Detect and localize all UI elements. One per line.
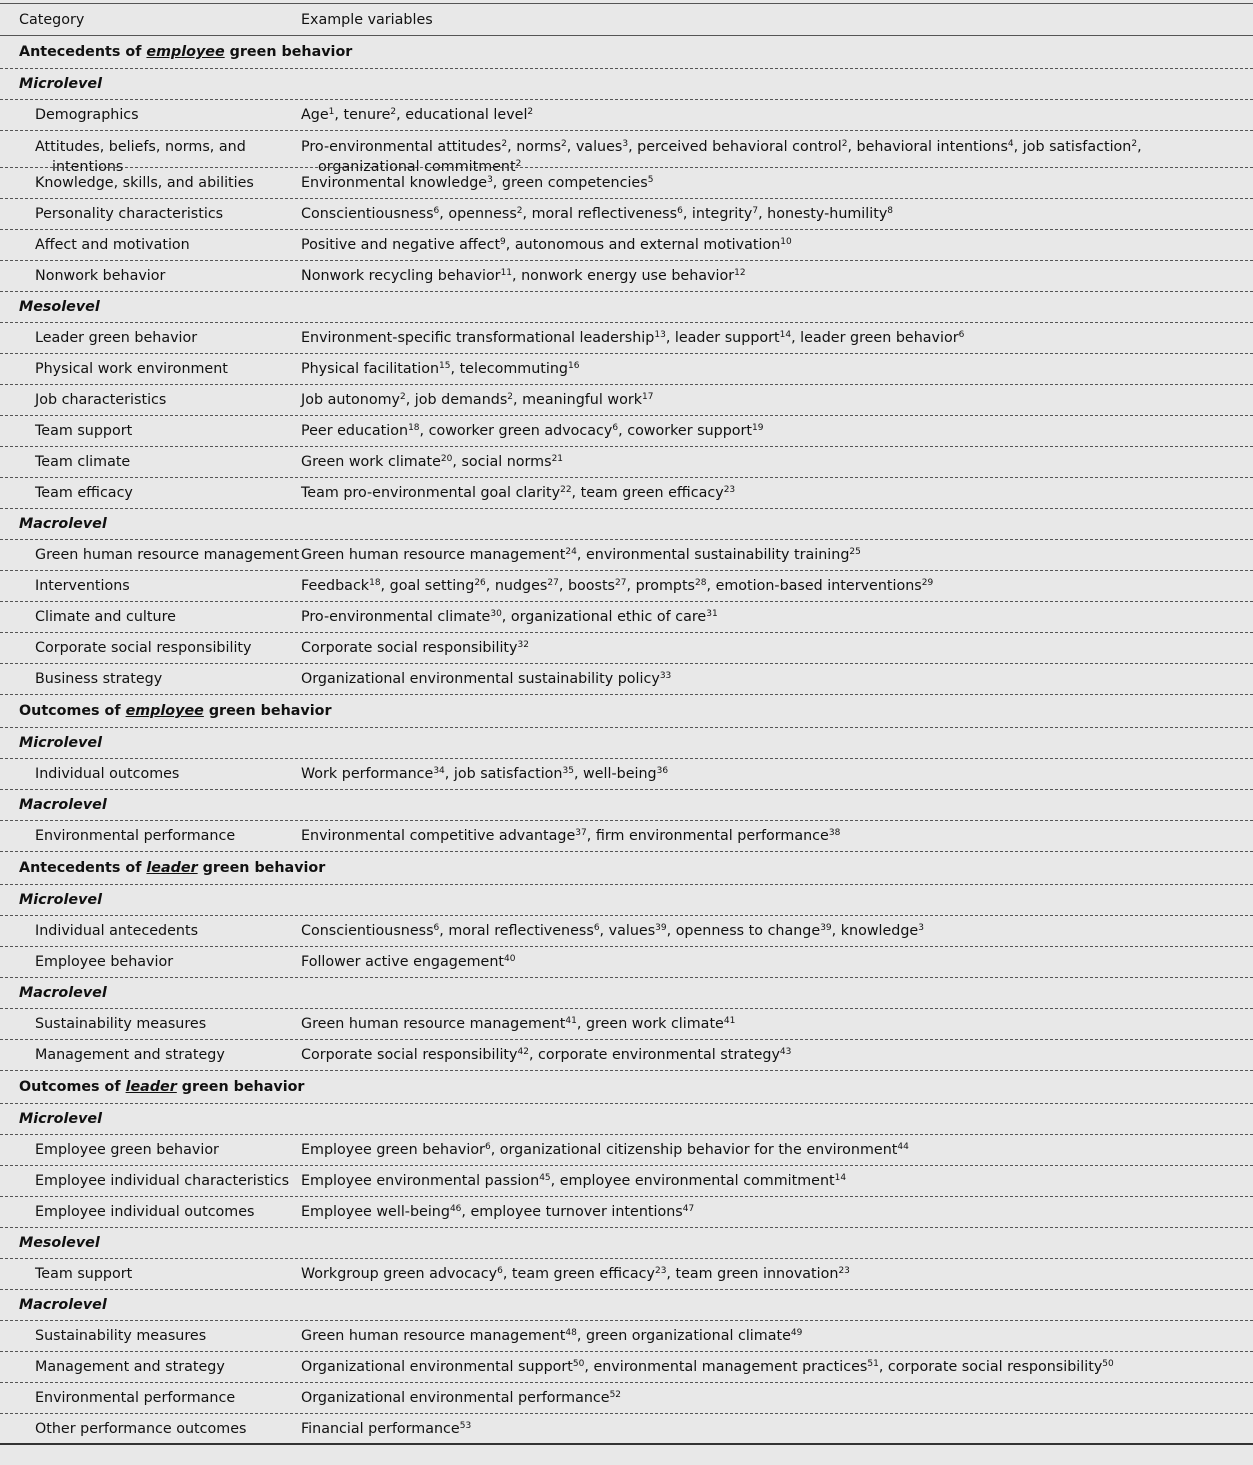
section-label	[19, 703, 332, 719]
reference-number: 2	[390, 107, 397, 117]
category-cell: Team support	[35, 423, 133, 439]
level-label: Mesolevel	[19, 299, 100, 315]
example-variable: environmental sustainability training	[585, 547, 850, 563]
example-variable: meaningful work	[522, 392, 642, 408]
reference-number: 53	[459, 1420, 472, 1431]
reference-number: 28	[695, 578, 707, 588]
reference-number: 40	[504, 954, 516, 964]
reference-number: 18	[408, 423, 420, 433]
example-variable: coworker green advocacy	[428, 423, 613, 439]
category-cell: Environmental performance	[35, 828, 236, 844]
reference-number: 18	[369, 578, 381, 588]
table-row	[0, 230, 1253, 261]
reference-number: 49	[790, 1328, 803, 1338]
example-variable: environmental management practices	[593, 1359, 868, 1375]
section-suffix: green behavior	[224, 44, 353, 60]
level-label: Microlevel	[19, 76, 102, 92]
example-variable: Nonwork recycling behavior	[301, 268, 501, 284]
table-row	[0, 1321, 1253, 1352]
reference-number: 14	[779, 330, 792, 340]
reference-number: 30	[490, 609, 502, 619]
examples-cell: Team pro-environmental goal clarity$^{22}$, team green efficacy$^{23}$	[301, 485, 736, 501]
table-row	[0, 385, 1253, 416]
example-variable: Green work climate	[301, 454, 441, 470]
category-cell: Employee individual characteristics	[35, 1173, 290, 1189]
example-variable: perceived behavioral control	[637, 139, 842, 155]
reference-number: 36	[656, 766, 669, 776]
section-heading	[0, 852, 1253, 885]
example-variable: moral reflectiveness	[448, 923, 594, 939]
category-cell: Management and strategy	[35, 1047, 225, 1063]
reference-number: 2	[841, 139, 848, 149]
examples-cell: Conscientiousness$^6$, openness$^2$, moral reflectiveness$^6$, integrity$^7$, honesty-humility$^8$	[301, 206, 894, 222]
reference-number: 6	[433, 923, 440, 933]
reference-number: 6	[593, 923, 600, 933]
reference-number: 6	[497, 1266, 503, 1276]
reference-number: 31	[706, 609, 718, 619]
reference-number: 23	[654, 1266, 667, 1276]
examples-cell: Feedback$^{18}$, goal setting$^{26}$, nudges$^{27}$, boosts$^{27}$, prompts$^{28}$, emotion-based interventions$^{29}$	[301, 578, 934, 594]
example-variable: employee turnover intentions	[470, 1204, 683, 1220]
examples-cell	[301, 671, 1253, 687]
category-cell: Interventions	[35, 578, 130, 594]
reference-number: 23	[723, 485, 736, 495]
category-cell: Employee behavior	[35, 954, 174, 970]
section-heading	[0, 695, 1253, 728]
reference-number: 2	[515, 159, 522, 169]
example-variable: nonwork energy use behavior	[521, 268, 735, 284]
reference-number: 32	[517, 640, 529, 650]
section-heading	[0, 1071, 1253, 1104]
category-cell: Nonwork behavior	[35, 268, 166, 284]
category-cell: Team support	[35, 1266, 133, 1282]
example-variable: Job autonomy	[301, 392, 400, 408]
table-row	[0, 571, 1253, 602]
example-variable: autonomous and external motivation	[514, 237, 781, 253]
examples-cell: Organizational environmental support$^{50}$, environmental management practices$^{51}$, corporate social responsibility$^{50}$	[301, 1359, 1114, 1375]
table-row	[0, 199, 1253, 230]
table-row	[0, 416, 1253, 447]
reference-number: 2	[399, 392, 406, 402]
examples-cell	[301, 954, 1253, 970]
example-variable: Employee green behavior	[301, 1142, 485, 1158]
example-variable: team green innovation	[675, 1266, 839, 1282]
category-cell: Sustainability measures	[35, 1328, 207, 1344]
reference-number: 51	[867, 1359, 879, 1369]
reference-number: 39	[820, 923, 832, 933]
table-row	[0, 447, 1253, 478]
level-label: Microlevel	[19, 1111, 102, 1127]
reference-number: 2	[501, 139, 508, 149]
header-category: Category	[19, 11, 85, 28]
example-variable: Environmental competitive advantage	[301, 828, 576, 844]
table-row	[0, 261, 1253, 292]
examples-cell: Work performance$^{34}$, job satisfaction$^{35}$, well-being$^{36}$	[301, 766, 669, 782]
category-cell: Climate and culture	[35, 609, 176, 625]
reference-number: 20	[440, 454, 453, 464]
reference-number: 25	[849, 547, 861, 557]
reference-number: 38	[828, 828, 841, 838]
section-label	[19, 860, 325, 876]
category-cell: Other performance outcomes	[35, 1420, 247, 1437]
reference-number: 1	[328, 107, 335, 117]
reference-number: 41	[723, 1016, 736, 1026]
table-row	[0, 131, 1253, 175]
reference-number: 2	[507, 392, 514, 402]
examples-cell: Positive and negative affect$^9$, autonomous and external motivation$^{10}$	[301, 237, 792, 253]
section-label	[19, 44, 352, 60]
examples-cell: Employee environmental passion$^{45}$, employee environmental commitment$^{14}$	[301, 1173, 847, 1189]
example-variable: openness to change	[675, 923, 821, 939]
category-cell: Personality characteristics	[35, 206, 224, 222]
level-heading	[0, 978, 1253, 1009]
reference-number: 44	[897, 1142, 909, 1152]
examples-cell: Workgroup green advocacy$^6$, team green efficacy$^{23}$, team green innovation$^{23}$	[301, 1266, 850, 1282]
table-row	[0, 916, 1253, 947]
examples-cell: Employee green behavior$^6$, organizational citizenship behavior for the environment$^{44}$	[301, 1142, 909, 1158]
example-variable: Pro-environmental attitudes	[301, 139, 502, 155]
examples-cell: Employee well-being$^{46}$, employee turnover intentions$^{47}$	[301, 1204, 695, 1220]
reference-number: 10	[780, 237, 792, 247]
examples-cell	[301, 1421, 1253, 1437]
reference-number: 52	[609, 1390, 622, 1400]
example-variable: values	[608, 923, 656, 939]
level-label: Macrolevel	[19, 1297, 107, 1313]
examples-cell: Green human resource management$^{48}$, green organizational climate$^{49}$	[301, 1328, 803, 1344]
category-cell: Attitudes, beliefs, norms, and intentions	[35, 139, 246, 175]
reference-number: 48	[565, 1328, 577, 1338]
reference-number: 6	[958, 330, 965, 340]
reference-number: 23	[838, 1266, 850, 1276]
reference-number: 35	[562, 766, 574, 776]
reference-number: 7	[752, 206, 759, 216]
table-row	[0, 1009, 1253, 1040]
reference-number: 11	[500, 268, 513, 278]
example-variable: team green efficacy	[580, 485, 724, 501]
example-variable: green competencies	[501, 175, 648, 191]
category-cell: Job characteristics	[35, 392, 167, 408]
examples-cell: Environmental competitive advantage$^{37}$, firm environmental performance$^{38}$	[301, 828, 841, 844]
table-row	[0, 540, 1253, 571]
category-cell: Physical work environment	[35, 361, 228, 377]
reference-number: 2	[516, 206, 523, 216]
category-cell: Business strategy	[35, 671, 163, 687]
reference-number: 14	[834, 1173, 847, 1183]
level-heading	[0, 790, 1253, 821]
table-row	[0, 664, 1253, 695]
example-variable: Peer education	[301, 423, 409, 439]
table-body	[0, 36, 1253, 1445]
table-row	[0, 602, 1253, 633]
reference-number: 5	[647, 175, 654, 185]
example-variable: Employee environmental passion	[301, 1173, 540, 1189]
examples-cell: Peer education$^{18}$, coworker green advocacy$^6$, coworker support$^{19}$	[301, 423, 764, 439]
example-variable: green work climate	[585, 1016, 724, 1032]
category-cell: Team climate	[35, 454, 131, 470]
table-row	[0, 323, 1253, 354]
example-variable: boosts	[567, 578, 616, 594]
reference-number: 33	[659, 671, 672, 681]
example-variable: organizational commitment	[318, 159, 516, 175]
reference-number: 22	[560, 485, 572, 495]
table-row	[0, 759, 1253, 790]
reference-number: 12	[734, 268, 746, 278]
example-variable: corporate social responsibility	[887, 1359, 1103, 1375]
category-cell: Leader green behavior	[35, 330, 198, 346]
example-variable: Environmental knowledge	[301, 175, 488, 191]
reference-number: 21	[551, 454, 564, 464]
example-variable: Conscientiousness	[301, 206, 434, 222]
example-variable: Green human resource management	[301, 1328, 566, 1344]
category-cell: Employee green behavior	[35, 1142, 219, 1158]
section-prefix: Antecedents of	[19, 44, 147, 60]
reference-number: 6	[484, 1142, 491, 1152]
example-variable: team green efficacy	[511, 1266, 655, 1282]
table-row	[0, 100, 1253, 131]
example-variable: coworker support	[627, 423, 753, 439]
example-variable: job satisfaction	[1022, 139, 1132, 155]
example-variable: Organizational environmental support	[301, 1359, 573, 1375]
table-row	[0, 633, 1253, 664]
example-variable: prompts	[635, 578, 696, 594]
example-variable: norms	[516, 139, 562, 155]
reference-number: 2	[527, 107, 534, 117]
category-cell: Employee individual outcomes	[35, 1204, 255, 1220]
level-heading	[0, 292, 1253, 323]
example-variable: employee environmental commitment	[559, 1173, 835, 1189]
examples-cell: Age$^1$, tenure$^2$, educational level$^2$	[301, 107, 534, 123]
example-variable: Age	[301, 107, 329, 123]
example-variable: organizational ethic of care	[510, 609, 707, 625]
example-variable: nudges	[494, 578, 548, 594]
category-cell: Team efficacy	[35, 485, 133, 501]
category-cell: Affect and motivation	[35, 237, 190, 253]
example-variable: integrity	[691, 206, 753, 222]
level-heading	[0, 728, 1253, 759]
examples-cell: Green work climate$^{20}$, social norms$^{21}$	[301, 454, 564, 470]
reference-number: 29	[921, 578, 934, 588]
section-subject: leader	[146, 860, 198, 876]
table-row	[0, 1383, 1253, 1414]
example-variable: firm environmental performance	[595, 828, 829, 844]
reference-number: 6	[433, 206, 440, 216]
reference-number: 27	[547, 578, 559, 588]
section-label	[19, 1079, 304, 1095]
table-header	[0, 3, 1253, 36]
example-variable: green organizational climate	[585, 1328, 791, 1344]
level-heading	[0, 1104, 1253, 1135]
reference-number: 16	[568, 361, 580, 371]
example-variable: educational level	[405, 107, 528, 123]
level-heading	[0, 1228, 1253, 1259]
example-variable: Conscientiousness	[301, 923, 434, 939]
example-variable: Physical facilitation	[301, 361, 440, 377]
reference-number: 8	[887, 206, 894, 216]
section-subject: employee	[146, 44, 225, 60]
examples-cell: Environment-specific transformational leadership$^{13}$, leader support$^{14}$, leader green behavior$^6$	[301, 330, 965, 346]
reference-number: 41	[565, 1016, 577, 1026]
example-variable: behavioral intentions	[856, 139, 1008, 155]
example-variable: Organizational environmental sustainability policy	[301, 671, 660, 687]
reference-number: 3	[622, 139, 629, 149]
reference-number: 27	[615, 578, 627, 588]
reference-number: 4	[1007, 139, 1014, 149]
examples-cell: Environmental knowledge$^3$, green competencies$^5$	[301, 175, 654, 191]
table-row	[0, 821, 1253, 852]
category-cell: Individual outcomes	[35, 766, 180, 782]
category-cell: Green human resource management	[35, 547, 300, 563]
examples-cell	[301, 1390, 1253, 1406]
level-heading	[0, 509, 1253, 540]
reference-number: 13	[654, 330, 666, 340]
examples-cell: Pro-environmental climate$^{30}$, organizational ethic of care$^{31}$	[301, 609, 718, 625]
table-row	[0, 1259, 1253, 1290]
section-prefix: Outcomes of	[19, 703, 126, 719]
example-variable: Workgroup green advocacy	[301, 1266, 498, 1282]
reference-number: 3	[918, 923, 924, 933]
section-prefix: Outcomes of	[19, 1079, 126, 1095]
example-variable: moral reflectiveness	[531, 206, 678, 222]
category-cell: Knowledge, skills, and abilities	[35, 175, 254, 191]
reference-number: 19	[752, 423, 764, 433]
example-variable: Corporate social responsibility	[301, 640, 518, 656]
examples-cell	[301, 640, 1253, 656]
example-variable: knowledge	[840, 923, 919, 939]
example-variable: Positive and negative affect	[301, 237, 501, 253]
reference-number: 42	[517, 1047, 529, 1057]
reference-number: 2	[561, 139, 567, 149]
reference-number: 17	[641, 392, 654, 402]
category-cell: Environmental performance	[35, 1390, 236, 1406]
example-variable: job satisfaction	[453, 766, 563, 782]
example-variable: Work performance	[301, 766, 434, 782]
table-row	[0, 478, 1253, 509]
example-variable: telecommuting	[459, 361, 568, 377]
reference-number: 3	[487, 175, 493, 185]
reference-number: 24	[565, 547, 577, 557]
examples-cell: Physical facilitation$^{15}$, telecommuting$^{16}$	[301, 361, 580, 377]
examples-cell: Green human resource management$^{41}$, green work climate$^{41}$	[301, 1016, 736, 1032]
category-cell: Sustainability measures	[35, 1016, 207, 1032]
category-cell: Demographics	[35, 107, 139, 123]
table-row	[0, 1352, 1253, 1383]
level-label: Mesolevel	[19, 1235, 100, 1251]
reference-number: 50	[572, 1359, 585, 1369]
example-variable: Green human resource management	[301, 1016, 566, 1032]
example-variable: organizational citizenship behavior for the environment	[499, 1142, 898, 1158]
table-row	[0, 1040, 1253, 1071]
reference-number: 50	[1102, 1359, 1114, 1369]
example-variable: Feedback	[301, 578, 370, 594]
examples-cell: Job autonomy$^2$, job demands$^2$, meaningful work$^{17}$	[301, 392, 654, 408]
reference-number: 34	[433, 766, 445, 776]
reference-number: 45	[539, 1173, 551, 1183]
table-row	[0, 1135, 1253, 1166]
reference-number: 9	[500, 237, 506, 247]
reference-number: 6	[677, 206, 683, 216]
table-row	[0, 1414, 1253, 1445]
examples-cell: Green human resource management$^{24}$, environmental sustainability training$^{25}$	[301, 547, 861, 563]
table-row	[0, 354, 1253, 385]
example-variable: tenure	[343, 107, 391, 123]
section-subject: employee	[125, 703, 204, 719]
reference-number: 43	[779, 1047, 792, 1057]
reference-number: 47	[682, 1204, 695, 1214]
level-label: Microlevel	[19, 735, 102, 751]
level-heading	[0, 69, 1253, 100]
examples-cell: Pro-environmental attitudes$^2$, norms$^2$, values$^3$, perceived behavioral control$^2$, behavioral intentions$^4$, job satisfaction$^2$, organizational commitment$^2$	[301, 139, 1142, 175]
example-variable: honesty-humility	[767, 206, 888, 222]
example-variable: Team pro-environmental goal clarity	[301, 485, 561, 501]
category-cell: Corporate social responsibility	[35, 640, 252, 656]
examples-cell: Corporate social responsibility$^{42}$, corporate environmental strategy$^{43}$	[301, 1047, 792, 1063]
example-variable: well-being	[583, 766, 657, 782]
examples-cell: Nonwork recycling behavior$^{11}$, nonwork energy use behavior$^{12}$	[301, 268, 746, 284]
section-heading	[0, 36, 1253, 69]
reference-number: 37	[575, 828, 587, 838]
section-suffix: green behavior	[197, 860, 326, 876]
table-row	[0, 1197, 1253, 1228]
example-variable: corporate environmental strategy	[538, 1047, 780, 1063]
example-variable: Pro-environmental climate	[301, 609, 491, 625]
category-cell: Individual antecedents	[35, 923, 199, 939]
level-label: Macrolevel	[19, 516, 107, 532]
example-variable: social norms	[461, 454, 552, 470]
table-row	[0, 947, 1253, 978]
example-variable: emotion-based interventions	[715, 578, 922, 594]
header-examples: Example variables	[301, 11, 433, 28]
level-label: Microlevel	[19, 892, 102, 908]
examples-cell: Conscientiousness$^6$, moral reflectiveness$^6$, values$^{39}$, openness to change$^{39}$, knowledge$^3$	[301, 923, 924, 939]
reference-number: 46	[449, 1204, 462, 1214]
reference-number: 26	[474, 578, 486, 588]
table-row	[0, 1166, 1253, 1197]
example-variable: Financial performance	[301, 1420, 460, 1437]
level-label: Macrolevel	[19, 985, 107, 1001]
category-cell: Management and strategy	[35, 1359, 225, 1375]
reference-number: 2	[1131, 139, 1138, 149]
example-variable: Employee well-being	[301, 1204, 450, 1220]
example-variable: Follower active engagement	[301, 954, 505, 970]
section-prefix: Antecedents of	[19, 860, 147, 876]
example-variable: openness	[448, 206, 517, 222]
level-heading	[0, 1290, 1253, 1321]
example-variable: leader support	[674, 330, 780, 346]
reference-number: 15	[439, 361, 451, 371]
example-variable: Corporate social responsibility	[301, 1047, 518, 1063]
section-suffix: green behavior	[203, 703, 332, 719]
reference-number: 6	[612, 423, 619, 433]
reference-number: 39	[655, 923, 667, 933]
example-variable: goal setting	[389, 578, 475, 594]
example-variable: values	[575, 139, 623, 155]
example-variable: leader green behavior	[800, 330, 959, 346]
example-variable: Environment-specific transformational leadership	[301, 330, 655, 346]
example-variable: Green human resource management	[301, 547, 566, 563]
level-label: Macrolevel	[19, 797, 107, 813]
level-heading	[0, 885, 1253, 916]
section-suffix: green behavior	[176, 1079, 305, 1095]
example-variable: Organizational environmental performance	[301, 1390, 610, 1406]
example-variable: job demands	[414, 392, 508, 408]
section-subject: leader	[125, 1079, 177, 1095]
